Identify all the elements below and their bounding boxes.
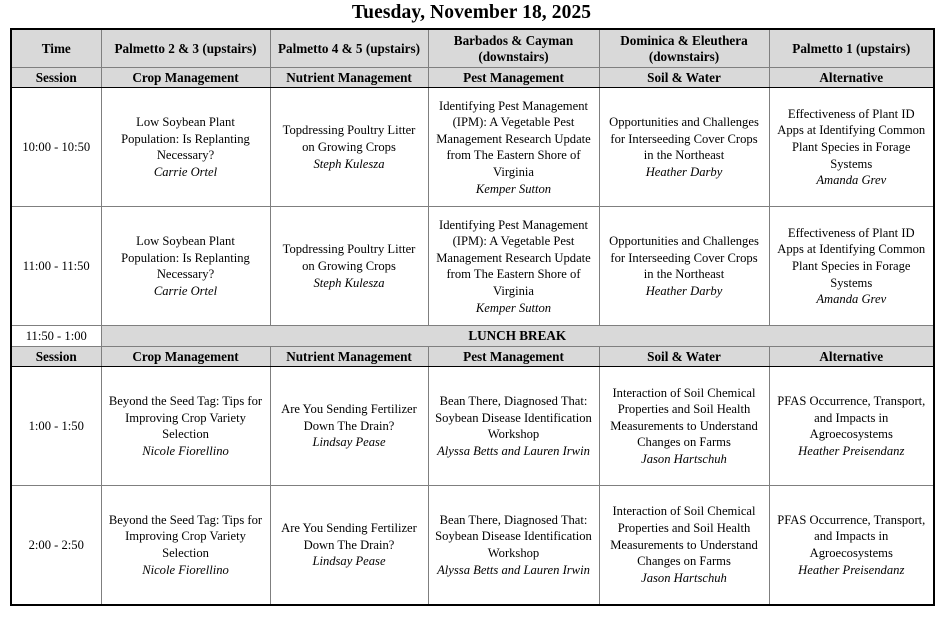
track-header-cell-alternative: Alternative [769, 346, 934, 366]
track-header-cell-soil-water: Soil & Water [599, 67, 769, 87]
talk-presenter: Amanda Grev [816, 292, 887, 307]
talk-title: Topdressing Poultry Litter on Growing Crops [282, 242, 416, 274]
conference-schedule-table [10, 28, 935, 605]
session-cell-pest-management [428, 486, 599, 605]
session-cell-pest-management [428, 367, 599, 486]
talk-presenter: Heather Darby [645, 283, 723, 298]
talk-presenter: Carrie Ortel [153, 283, 218, 298]
talk-title: Low Soybean Plant Population: Is Replanting Necessary? [121, 115, 250, 163]
lunch-break-row [11, 326, 934, 346]
session-cell-crop-management [101, 486, 270, 605]
talk-presenter: Kemper Sutton [475, 181, 552, 196]
session-cell-crop-management [101, 88, 270, 207]
talk-title: Bean There, Diagnosed That: Soybean Disease Identification Workshop [435, 512, 592, 560]
track-header-cell-nutrient-management: Nutrient Management [270, 67, 428, 87]
talk-presenter: Jason Hartschuh [641, 452, 727, 467]
talk-presenter: Lindsay Pease [312, 435, 386, 450]
room-header-cell-palmetto-4-5: Palmetto 4 & 5 (upstairs) [270, 29, 428, 67]
talk-title: Identifying Pest Management (IPM): A Vegetable Pest Management Research Update from The Eastern Shore of Virginia [436, 98, 591, 179]
track-header-cell-session: Session [11, 67, 101, 87]
session-cell-soil-water [599, 207, 769, 326]
talk-title: Topdressing Poultry Litter on Growing Crops [282, 123, 416, 155]
room-header-cell-dominica-eleuthera: Dominica & Eleuthera (downstairs) [599, 29, 769, 67]
talk-title: Effectiveness of Plant ID Apps at Identifying Common Plant Species in Forage Systems [777, 106, 926, 171]
session-cell-crop-management [101, 207, 270, 326]
session-cell-soil-water [599, 88, 769, 207]
talk-presenter: Heather Preisendanz [798, 443, 905, 458]
table-row [11, 88, 934, 207]
talk-presenter: Lindsay Pease [312, 554, 386, 569]
session-time: 1:00 - 1:50 [11, 367, 101, 486]
talk-presenter: Steph Kulesza [313, 156, 385, 171]
session-cell-soil-water [599, 367, 769, 486]
session-cell-nutrient-management [270, 207, 428, 326]
talk-presenter: Kemper Sutton [475, 300, 552, 315]
session-cell-alternative [769, 88, 934, 207]
session-cell-nutrient-management [270, 367, 428, 486]
track-header-cell-session: Session [11, 346, 101, 366]
session-cell-pest-management [428, 207, 599, 326]
talk-presenter: Heather Preisendanz [798, 562, 905, 577]
session-cell-nutrient-management [270, 88, 428, 207]
talk-presenter: Amanda Grev [816, 173, 887, 188]
talk-title: Interaction of Soil Chemical Properties and Soil Health Measurements to Understand Changes on Farms [610, 504, 758, 569]
track-header-cell-crop-management: Crop Management [101, 346, 270, 366]
talk-presenter: Alyssa Betts and Lauren Irwin [437, 562, 590, 577]
talk-title: Are You Sending Fertilizer Down The Drain? [281, 402, 417, 433]
table-row [11, 207, 934, 326]
room-header-cell-palmetto-1: Palmetto 1 (upstairs) [769, 29, 934, 67]
talk-title: Beyond the Seed Tag: Tips for Improving Crop Variety Selection [108, 512, 263, 560]
track-header-cell-pest-management: Pest Management [428, 67, 599, 87]
talk-presenter: Jason Hartschuh [641, 570, 727, 585]
track-header-cell-soil-water: Soil & Water [599, 346, 769, 366]
track-header-cell-nutrient-management: Nutrient Management [270, 346, 428, 366]
room-header-cell-barbados-cayman: Barbados & Cayman (downstairs) [428, 29, 599, 67]
room-header-cell-palmetto-2-3: Palmetto 2 & 3 (upstairs) [101, 29, 270, 67]
session-cell-alternative [769, 207, 934, 326]
talk-title: Low Soybean Plant Population: Is Replanting Necessary? [121, 234, 250, 282]
talk-presenter: Alyssa Betts and Lauren Irwin [437, 443, 590, 458]
track-header-cell-alternative: Alternative [769, 67, 934, 87]
session-cell-nutrient-management [270, 486, 428, 605]
talk-title: PFAS Occurrence, Transport, and Impacts in Agroecosystems [777, 512, 926, 560]
talk-title: Opportunities and Challenges for Interseeding Cover Crops in the Northeast [609, 234, 759, 282]
room-header-row [11, 29, 934, 67]
session-cell-pest-management [428, 88, 599, 207]
talk-title: Are You Sending Fertilizer Down The Drain? [281, 521, 417, 552]
session-time: 2:00 - 2:50 [11, 486, 101, 605]
talk-title: Identifying Pest Management (IPM): A Vegetable Pest Management Research Update from The Eastern Shore of Virginia [436, 217, 591, 298]
lunch-break-time: 11:50 - 1:00 [11, 326, 101, 346]
talk-presenter: Steph Kulesza [313, 275, 385, 290]
track-header-cell-pest-management: Pest Management [428, 346, 599, 366]
talk-title: Bean There, Diagnosed That: Soybean Disease Identification Workshop [435, 393, 592, 442]
talk-title: Opportunities and Challenges for Interseeding Cover Crops in the Northeast [609, 115, 759, 163]
session-cell-soil-water [599, 486, 769, 605]
page-title: Tuesday, November 18, 2025 [351, 2, 592, 23]
track-header-row-morning [11, 67, 934, 87]
talk-title: Effectiveness of Plant ID Apps at Identifying Common Plant Species in Forage Systems [777, 225, 926, 290]
table-row [11, 367, 934, 486]
talk-presenter: Nicole Fiorellino [142, 443, 229, 458]
table-row [11, 486, 934, 605]
talk-title: Interaction of Soil Chemical Properties and Soil Health Measurements to Understand Changes on Farms [610, 385, 758, 450]
room-header-cell-time: Time [11, 29, 101, 67]
session-cell-alternative [769, 367, 934, 486]
talk-presenter: Nicole Fiorellino [142, 562, 229, 577]
session-cell-crop-management [101, 367, 270, 486]
lunch-break-label: LUNCH BREAK [101, 326, 934, 346]
session-cell-alternative [769, 486, 934, 605]
talk-title: PFAS Occurrence, Transport, and Impacts in Agroecosystems [777, 393, 926, 442]
talk-title: Beyond the Seed Tag: Tips for Improving Crop Variety Selection [108, 393, 263, 442]
talk-presenter: Heather Darby [645, 164, 723, 179]
track-header-cell-crop-management: Crop Management [101, 67, 270, 87]
track-header-row-afternoon [11, 346, 934, 366]
talk-presenter: Carrie Ortel [153, 164, 218, 179]
session-time: 11:00 - 11:50 [11, 207, 101, 326]
session-time: 10:00 - 10:50 [11, 88, 101, 207]
